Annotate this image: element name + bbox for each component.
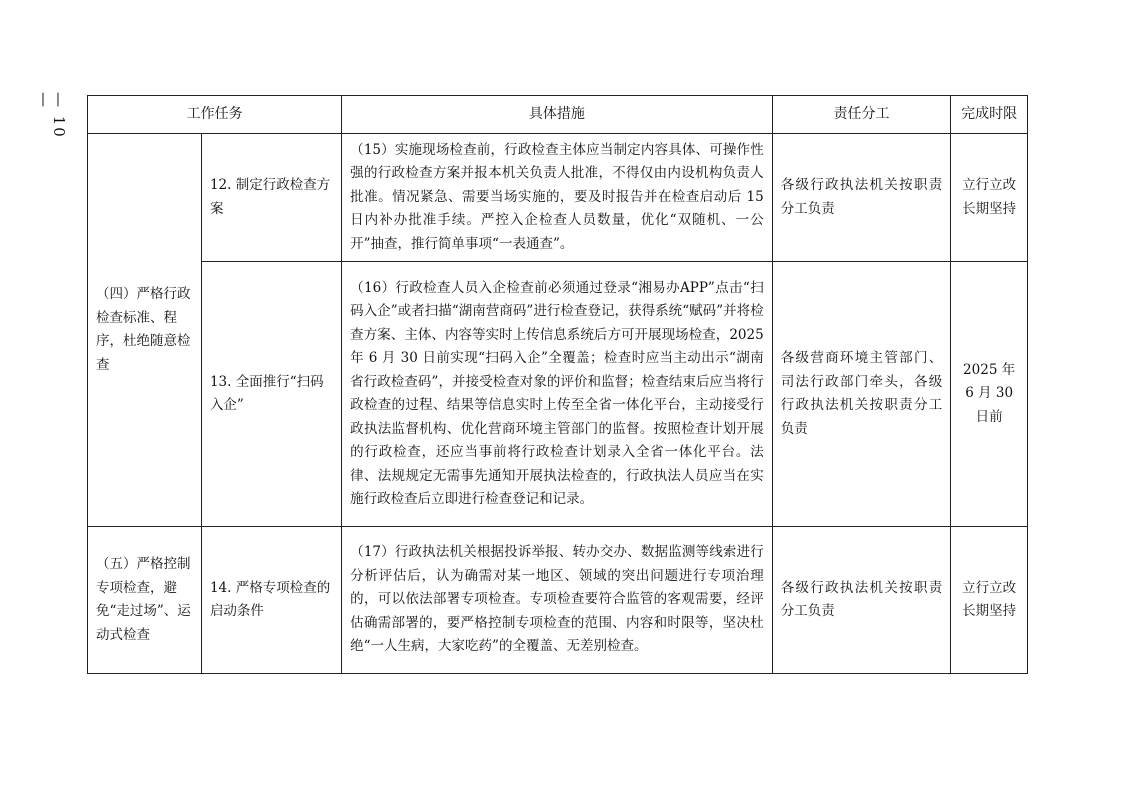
header-deadline: 完成时限	[951, 96, 1028, 134]
header-measures: 具体措施	[342, 96, 773, 134]
category-cell: （五）严格控制专项检查，避免“走过场”、运动式检查	[88, 527, 202, 674]
table-row	[88, 527, 1028, 674]
table-row	[88, 262, 1028, 527]
measure-cell: （16）行政检查人员入企检查前必须通过登录“湘易办APP”点击“扫码入企”或者扫描“湖南营商码”进行检查登记，获得系统“赋码”并将检查方案、主体、内容等实时上传信息系统后方可开展现场检查，2025 年 6 月 30 日前实现“扫码入企”全覆盖；检查时应当主动出示“湖南省行政检查码”，并接受检查对象的评价和监督；检查结束后应当将行政检查的过程、结果等信息实时上传至全省一体化平台，主动接受行政执法监督机构、优化营商环境主管部门的监督。按照检查计划开展的行政检查，还应当事前将行政检查计划录入全省一体化平台。法律、法规规定无需事先通知开展执法检查的，行政执法人员应当在实施行政检查后立即进行检查登记和记录。	[342, 262, 773, 527]
measure-cell: （17）行政执法机关根据投诉举报、转办交办、数据监测等线索进行分析评估后，认为确需对某一地区、领域的突出问题进行专项治理的，可以依法部署专项检查。专项检查要符合监管的客观需要，经评估确需部署的，要严格控制专项检查的范围、内容和时限等，坚决杜绝“一人生病，大家吃药”的全覆盖、无差别检查。	[342, 527, 773, 674]
deadline-cell: 立行立改长期坚持	[951, 527, 1028, 674]
header-responsibility: 责任分工	[772, 96, 951, 134]
responsibility-cell: 各级营商环境主管部门、司法行政部门牵头，各级行政执法机关按职责分工负责	[772, 262, 951, 527]
responsibility-cell: 各级行政执法机关按职责分工负责	[772, 134, 951, 262]
header-task: 工作任务	[88, 96, 342, 134]
measure-cell: （15）实施现场检查前，行政检查主体应当制定内容具体、可操作性强的行政检查方案并报本机关负责人批准，不得仅由内设机构负责人批准。情况紧急、需要当场实施的，要及时报告并在检查启动后 15 日内补办批准手续。严控入企检查人员数量，优化“双随机、一公开”抽查，推行简单事项“一表通查”。	[342, 134, 773, 262]
category-cell: （四）严格行政检查标准、程序，杜绝随意检查	[88, 134, 202, 527]
responsibility-cell: 各级行政执法机关按职责分工负责	[772, 527, 951, 674]
deadline-cell: 立行立改长期坚持	[951, 134, 1028, 262]
task-table	[87, 95, 1028, 674]
table-row	[88, 134, 1028, 262]
page-number: — 10 —	[35, 92, 68, 139]
task-cell: 12. 制定行政检查方案	[201, 134, 341, 262]
task-cell: 13. 全面推行“扫码入企”	[201, 262, 341, 527]
task-cell: 14. 严格专项检查的启动条件	[201, 527, 341, 674]
deadline-cell: 2025 年 6 月 30 日前	[951, 262, 1028, 527]
table-header-row	[88, 96, 1028, 134]
